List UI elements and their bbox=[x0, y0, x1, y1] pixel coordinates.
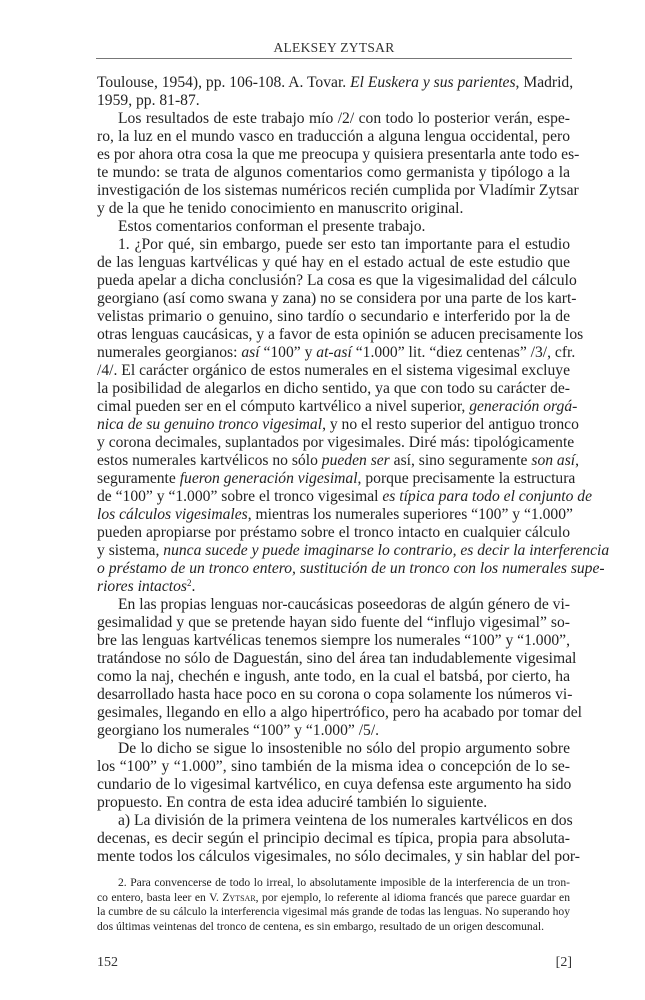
body-line bbox=[97, 236, 570, 254]
body-line bbox=[97, 110, 570, 128]
body-line bbox=[97, 704, 582, 722]
italic-text: at-así bbox=[316, 344, 352, 361]
running-head: ALEKSEY ZYTSAR bbox=[273, 40, 395, 55]
body-line bbox=[97, 776, 570, 794]
author-name: Zytsar bbox=[222, 890, 256, 904]
body-line bbox=[97, 362, 570, 380]
italic-text: son así bbox=[531, 452, 576, 469]
footnote-line bbox=[97, 905, 570, 920]
body-line bbox=[97, 146, 580, 164]
body-line bbox=[97, 308, 570, 326]
body-line bbox=[97, 182, 579, 200]
text-segment: gesimalidad y que se pretende hayan sido fuente del “influjo vigesimal” so- bbox=[97, 614, 570, 631]
italic-text: así bbox=[241, 344, 260, 361]
text-segment: /4/. El carácter orgánico de estos numerales en el sistema vigesimal excluye bbox=[97, 362, 570, 379]
body-line bbox=[97, 452, 580, 470]
text-segment: 2. Para convencerse de todo lo irreal, lo absolutamente imposible de la interferencia de un tron- bbox=[118, 876, 570, 889]
body-line bbox=[97, 470, 576, 488]
text-segment: numerales georgianos: bbox=[97, 344, 242, 361]
text-segment: así, sino seguramente bbox=[389, 452, 532, 469]
italic-text: los cálculos vigesimales bbox=[97, 506, 248, 523]
body-line bbox=[97, 578, 570, 596]
italic-text: o préstamo de un tronco entero, sustitución de un tronco con los numerales supe- bbox=[97, 560, 605, 577]
page-number: 152 bbox=[97, 955, 118, 970]
body-line bbox=[97, 506, 573, 524]
italic-text: pueden ser bbox=[321, 452, 390, 469]
header-rule bbox=[96, 58, 572, 59]
section-marker: [2] bbox=[555, 955, 572, 970]
text-segment: decenas, es decir según el principio decimal es típica, propia para absoluta- bbox=[97, 830, 570, 847]
body-line bbox=[97, 686, 573, 704]
text-segment: , mientras los numerales superiores “100” y “1.000” bbox=[247, 506, 573, 523]
italic-text: El Euskera y sus parientes bbox=[350, 74, 516, 91]
italic-text: nica de su genuino tronco vigesimal bbox=[97, 416, 323, 433]
body-line bbox=[97, 560, 605, 578]
body-line bbox=[97, 614, 570, 632]
text-segment: Toulouse, 1954), pp. 106-108. A. Tovar. bbox=[97, 74, 351, 91]
body-line bbox=[97, 794, 570, 812]
text-segment: “1.000” lit. “diez centenas” /3/, cfr. bbox=[351, 344, 576, 361]
text-segment: En las propias lenguas nor-caucásicas poseedoras de algún género de vi- bbox=[118, 596, 570, 613]
text-segment: co entero, basta leer en V. bbox=[97, 890, 223, 904]
body-line bbox=[97, 848, 580, 866]
text-segment: la cumbre de su cálculo la interferencia vigesimal más grande de todas las lenguas. No superando hoy bbox=[97, 905, 570, 919]
text-segment: de “100” y “1.000” sobre el tronco vigesimal bbox=[97, 488, 383, 505]
text-segment: 1. ¿Por qué, sin embargo, puede ser esto tan importante para el estudio bbox=[118, 236, 570, 253]
body-line bbox=[97, 542, 610, 560]
text-segment: como la naj, chechén e ingush, ante todo, en la cual el batsbá, por cierto, ha bbox=[97, 668, 570, 685]
text-segment: y sistema, bbox=[97, 542, 164, 559]
body-line bbox=[97, 254, 570, 272]
text-segment: los “100” y “1.000”, sino también de la misma idea o concepción de lo se- bbox=[97, 758, 570, 775]
text-segment: , porque precisamente la estructura bbox=[357, 470, 576, 487]
body-line bbox=[97, 488, 592, 506]
body-line bbox=[97, 722, 570, 740]
text-segment: Los resultados de este trabajo mío /2/ con todo lo posterior verán, espe- bbox=[118, 110, 570, 127]
text-segment: tratándose no sólo de Daguestán, sino del área tan indudablemente vigesimal bbox=[97, 650, 577, 667]
body-line bbox=[97, 380, 570, 398]
body-line bbox=[97, 164, 570, 182]
body-line bbox=[97, 668, 570, 686]
body-line bbox=[97, 416, 579, 434]
body-line bbox=[97, 218, 570, 236]
text-segment: seguramente bbox=[97, 470, 180, 487]
body-line bbox=[97, 128, 570, 146]
body-line bbox=[97, 830, 570, 848]
italic-text: riores intactos bbox=[97, 578, 187, 595]
text-segment: bre las lenguas kartvélicas tenemos siempre los numerales “100” y “1.000”, bbox=[97, 632, 570, 649]
text-segment: pueda apelar a dicha conclusión? La cosa es que la vigesimalidad del cálculo bbox=[97, 272, 577, 289]
body-line bbox=[97, 344, 576, 362]
italic-text: generación orgá- bbox=[469, 398, 578, 415]
text-segment: , y no el resto superior del antiguo tronco bbox=[322, 416, 579, 433]
text-segment: cundario de lo vigesimal kartvélico, en cuya defensa este argumento ha sido bbox=[97, 776, 572, 793]
text-segment: desarrollado hasta hace poco en su corona o copa solamente los números vi- bbox=[97, 686, 573, 703]
text-segment: otras lenguas caucásicas, y a favor de esta opinión se aducen precisamente los bbox=[97, 326, 584, 343]
body-line bbox=[97, 596, 570, 614]
text-segment: y corona decimales, suplantados por vigesimales. Diré más: tipológicamente bbox=[97, 434, 575, 451]
footnote-line bbox=[97, 920, 570, 935]
body-line bbox=[97, 758, 570, 776]
body-line bbox=[97, 92, 570, 110]
text-segment: velistas primario o genuino, sino tardío o secundario e interferido por la de bbox=[97, 308, 570, 325]
body-line bbox=[97, 650, 577, 668]
text-segment: , por ejemplo, lo referente al idioma francés que parece guardar en bbox=[255, 890, 570, 904]
text-segment: a) La división de la primera veintena de los numerales kartvélicos en dos bbox=[118, 812, 573, 829]
footnotes bbox=[97, 876, 570, 934]
text-segment: propuesto. En contra de esta idea aduciré también lo siguiente. bbox=[97, 794, 488, 811]
text-segment: , Madrid, bbox=[515, 74, 574, 91]
body-line bbox=[97, 812, 573, 830]
text-segment: “100” y bbox=[259, 344, 317, 361]
text-segment: y de la que he tenido conocimiento en manuscrito original. bbox=[97, 200, 464, 217]
body-line bbox=[97, 326, 584, 344]
text-segment: de las lenguas kartvélicas y qué hay en el estado actual de este estudio que bbox=[97, 254, 570, 271]
italic-text: fueron generación vigesimal bbox=[179, 470, 358, 487]
text-segment: estos numerales kartvélicos no sólo bbox=[97, 452, 322, 469]
body-line bbox=[97, 272, 577, 290]
text-segment: georgiano (así como swana y zana) no se considera por una parte de los kart- bbox=[97, 290, 577, 307]
body-line bbox=[97, 434, 575, 452]
text-segment: , bbox=[575, 452, 580, 469]
body-line bbox=[97, 74, 574, 92]
text-segment: ro, la luz en el mundo vasco en traducción a alguna lengua occidental, pero bbox=[97, 128, 570, 145]
text-segment: te mundo: se trata de algunos comentarios como germanista y tipólogo a la bbox=[97, 164, 570, 181]
text-segment: 1959, pp. 81-87. bbox=[97, 92, 200, 109]
text-segment: es por ahora otra cosa la que me preocupa y quisiera presentarla ante todo es- bbox=[97, 146, 580, 163]
text-segment: De lo dicho se sigue lo insostenible no sólo del propio argumento sobre bbox=[118, 740, 570, 757]
body-line bbox=[97, 740, 570, 758]
text-segment: gesimales, llegando en ello a algo hipertrófico, pero ha acabado por tomar del bbox=[97, 704, 582, 721]
body-line bbox=[97, 200, 570, 218]
body-line bbox=[97, 290, 577, 308]
text-segment: . bbox=[191, 578, 196, 595]
text-segment: pueden apropiarse por préstamo sobre el tronco intacto en cualquier cálculo bbox=[97, 524, 570, 541]
body-text bbox=[97, 74, 610, 866]
footnote-line bbox=[97, 891, 570, 906]
italic-text: nunca sucede y puede imaginarse lo contrario, es decir la interferencia bbox=[163, 542, 610, 559]
text-segment: georgiano los numerales “100” y “1.000” /5/. bbox=[97, 722, 380, 739]
footnote-line bbox=[97, 876, 570, 891]
footnote-ref: 2 bbox=[186, 578, 192, 588]
body-line bbox=[97, 398, 578, 416]
text-segment: mente todos los cálculos vigesimales, no sólo decimales, y sin hablar del por- bbox=[97, 848, 580, 865]
text-segment: la posibilidad de alegarlos en dicho sentido, ya que con todo su carácter de- bbox=[97, 380, 570, 397]
text-segment: cimal pueden ser en el cómputo kartvélico a nivel superior, bbox=[97, 398, 470, 415]
text-segment: Estos comentarios conforman el presente trabajo. bbox=[118, 218, 426, 235]
text-segment: dos últimas veintenas del tronco de centena, es sin embargo, resultado de un origen descomunal. bbox=[97, 919, 544, 933]
italic-text: es típica para todo el conjunto de bbox=[382, 488, 592, 505]
body-line bbox=[97, 524, 570, 542]
text-segment: investigación de los sistemas numéricos recién cumplida por Vladímir Zytsar bbox=[97, 182, 579, 199]
body-line bbox=[97, 632, 570, 650]
